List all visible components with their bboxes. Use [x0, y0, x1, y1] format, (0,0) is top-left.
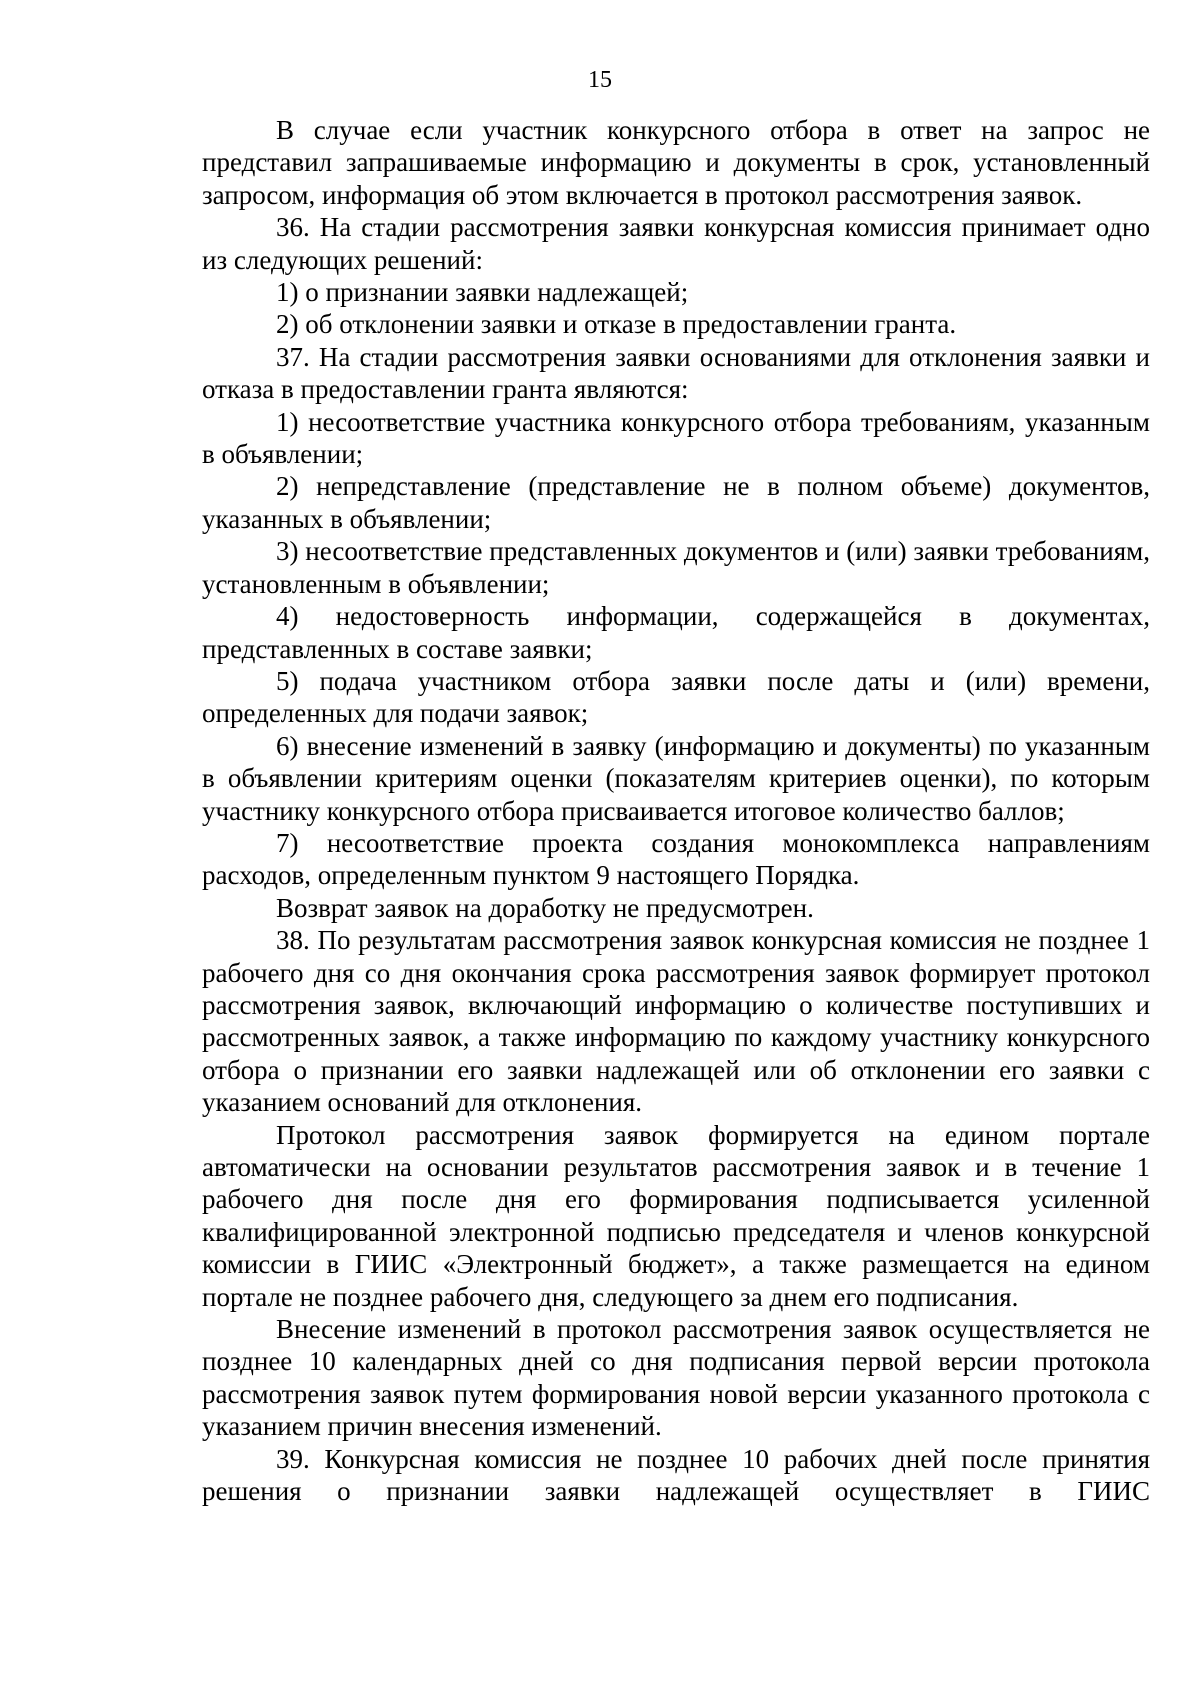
paragraph-36-item-1: 1) о признании заявки надлежащей; [276, 277, 689, 308]
document-body [202, 114, 1150, 1507]
paragraph-37-item-2: 2) непредставление (представление не в полном объеме) документов, указанных в объявлении; [202, 471, 1150, 534]
page-number: 15 [588, 67, 612, 93]
paragraph-info-not-provided: В случае если участник конкурсного отбора в ответ на запрос не представил запрашиваемые информацию и документы в срок, установленный запросом, информация об этом включается в протокол рассмотрения заявок. [202, 115, 1150, 210]
paragraph-protocol-formation: Протокол рассмотрения заявок формируется на едином портале автоматически на основании результатов рассмотрения заявок и в течение 1 рабочего дня после дня его формирования подписывается усиленной квалифицированной электронной подписью председателя и членов конкурсной комиссии в ГИИС «Электронный бюджет», а также размещается на едином портале не позднее рабочего дня, следующего за днем его подписания. [202, 1119, 1150, 1312]
paragraph-36-item-2: 2) об отклонении заявки и отказе в предоставлении гранта. [276, 309, 957, 340]
paragraph-39: 39. Конкурсная комиссия не позднее 10 рабочих дней после принятия решения о признании заявки надлежащей осуществляет в ГИИС [202, 1443, 1150, 1507]
paragraph-37-item-1: 1) несоответствие участника конкурсного отбора требованиям, указанным в объявлении; [202, 406, 1150, 470]
paragraph-37: 37. На стадии рассмотрения заявки основаниями для отклонения заявки и отказа в предоставлении гранта являются: [202, 341, 1150, 405]
paragraph-38: 38. По результатам рассмотрения заявок конкурсная комиссия не позднее 1 рабочего дня со дня окончания срока рассмотрения заявок формирует протокол рассмотрения заявок, включающий информацию о количестве поступивших и рассмотренных заявок, а также информацию по каждому участнику конкурсного отбора о признании его заявки надлежащей или об отклонении его заявки с указанием оснований для отклонения. [202, 925, 1150, 1118]
paragraph-37-item-5: 5) подача участником отбора заявки после даты и (или) времени, определенных для подачи заявок; [202, 665, 1150, 729]
paragraph-no-return: Возврат заявок на доработку не предусмотрен. [276, 892, 814, 923]
paragraph-37-item-6: 6) внесение изменений в заявку (информацию и документы) по указанным в объявлении критериям оценки (показателям критериев оценки), по которым участнику конкурсного отбора присваивается итоговое количество баллов; [202, 730, 1150, 826]
paragraph-37-item-3: 3) несоответствие представленных документов и (или) заявки требованиям, установленным в объявлении; [202, 536, 1150, 599]
paragraph-37-item-7: 7) несоответствие проекта создания монокомплекса направлениям расходов, определенным пунктом 9 настоящего Порядка. [202, 827, 1150, 891]
paragraph-37-item-4: 4) недостоверность информации, содержащейся в документах, представленных в составе заявки; [202, 601, 1150, 664]
paragraph-36: 36. На стадии рассмотрения заявки конкурсная комиссия принимает одно из следующих решений: [202, 212, 1150, 275]
paragraph-protocol-changes: Внесение изменений в протокол рассмотрения заявок осуществляется не позднее 10 календарных дней со дня подписания первой версии протокола рассмотрения заявок путем формирования новой версии указанного протокола с указанием причин внесения изменений. [202, 1314, 1150, 1442]
